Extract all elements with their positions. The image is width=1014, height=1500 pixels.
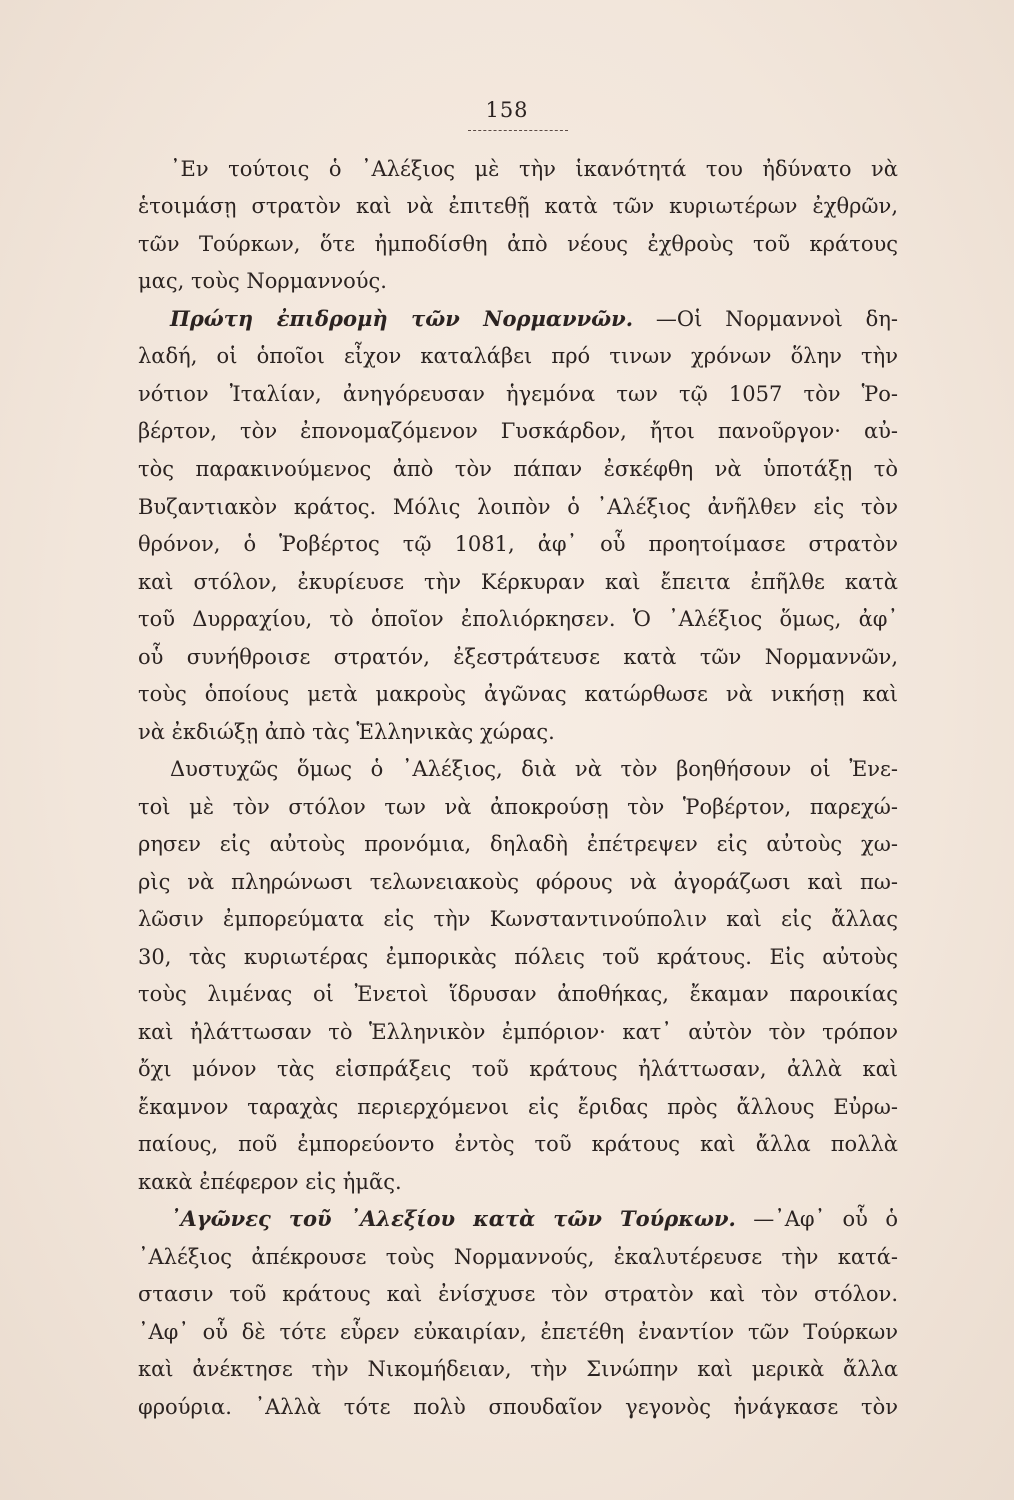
text-line: ρὶς νὰ πληρώνωσι τελωνειακοὺς φόρους νὰ ἀγοράζωσι καὶ πω- bbox=[138, 870, 898, 894]
text-line: βέρτον, τὸν ἐπονομαζόμενον Γυσκάρδον, ἤτοι πανοῦργον· αὐ- bbox=[138, 419, 898, 443]
text-line: λαδή, οἱ ὁποῖοι εἶχον καταλάβει πρό τινων χρόνων ὅλην τὴν bbox=[138, 344, 898, 368]
text-line: τοὺς λιμένας οἱ Ἐνετοὶ ἵδρυσαν ἀποθήκας, ἔκαμαν παροικίας bbox=[138, 982, 898, 1006]
text-line: ᾿Εν τούτοις ὁ ᾿Αλέξιος μὲ τὴν ἱκανότητά του ἠδύνατο νὰ bbox=[170, 157, 898, 181]
text-line bbox=[170, 1204, 898, 1234]
text-line: τοῦ Δυρραχίου, τὸ ὁποῖον ἐπολιόρκησεν. Ὁ ᾿Αλέξιος ὅμως, ἀφ᾿ bbox=[138, 607, 898, 631]
text-line: 30, τὰς κυριωτέρας ἐμπορικὰς πόλεις τοῦ κράτους. Εἰς αὐτοὺς bbox=[138, 945, 898, 969]
text-line bbox=[170, 304, 898, 334]
text-line: τῶν Τούρκων, ὅτε ἠμποδίσθη ἀπὸ νέους ἐχθροὺς τοῦ κράτους bbox=[138, 232, 898, 256]
text-line: κακὰ ἐπέφερον εἰς ἡμᾶς. bbox=[138, 1170, 402, 1194]
text-line: καὶ στόλον, ἐκυρίευσε τὴν Κέρκυραν καὶ ἔπειτα ἐπῆλθε κατὰ bbox=[138, 570, 898, 594]
text-line: νὰ ἐκδιώξῃ ἀπὸ τὰς Ἑλληνικὰς χώρας. bbox=[138, 720, 555, 744]
text-line: τοὺς ὁποίους μετὰ μακροὺς ἀγῶνας κατώρθωσε νὰ νικήσῃ καὶ bbox=[138, 682, 898, 706]
text-line: Δυστυχῶς ὅμως ὁ ᾿Αλέξιος, διὰ νὰ τὸν βοηθήσουν οἱ Ἐνε- bbox=[170, 757, 898, 781]
text-line: ἔκαμνον ταραχὰς περιερχόμενοι εἰς ἔριδας πρὸς ἄλλους Εὐρω- bbox=[138, 1095, 898, 1119]
text-line: ρησεν εἰς αὐτοὺς προνόμια, δηλαδὴ ἐπέτρεψεν εἰς αὐτοὺς χω- bbox=[138, 832, 898, 856]
page-number-rule bbox=[468, 130, 568, 131]
text-line: τὸς παρακινούμενος ἀπὸ τὸν πάπαν ἐσκέφθη νὰ ὑποτάξῃ τὸ bbox=[138, 457, 898, 481]
section-heading: ᾿Αγῶνες τοῦ ᾿Αλεξίου κατὰ τῶν Τούρκων. bbox=[170, 1206, 736, 1231]
text-run: —᾿Αφ᾿ οὗ ὁ bbox=[753, 1207, 898, 1231]
text-line: καὶ ἀνέκτησε τὴν Νικομήδειαν, τὴν Σινώπην καὶ μερικὰ ἄλλα bbox=[138, 1357, 898, 1381]
text-line: ἑτοιμάσῃ στρατὸν καὶ νὰ ἐπιτεθῇ κατὰ τῶν κυριωτέρων ἐχθρῶν, bbox=[138, 194, 898, 218]
text-line: Βυζαντιακὸν κράτος. Μόλις λοιπὸν ὁ ᾿Αλέξιος ἀνῆλθεν εἰς τὸν bbox=[138, 495, 898, 519]
text-line: στασιν τοῦ κράτους καὶ ἐνίσχυσε τὸν στρατὸν καὶ τὸν στόλον. bbox=[138, 1282, 898, 1306]
text-line: τοὶ μὲ τὸν στόλον των νὰ ἀποκρούσῃ τὸν Ῥοβέρτον, παρεχώ- bbox=[138, 795, 898, 819]
text-line: μας, τοὺς Νορμαννούς. bbox=[138, 269, 387, 293]
text-line: καὶ ἠλάττωσαν τὸ Ἑλληνικὸν ἐμπόριον· κατ᾿ αὐτὸν τὸν τρόπον bbox=[138, 1020, 898, 1044]
text-line: ᾿Αφ᾿ οὗ δὲ τότε εὗρεν εὐκαιρίαν, ἐπετέθη ἐναντίον τῶν Τούρκων bbox=[138, 1320, 898, 1344]
text-line: λῶσιν ἐμπορεύματα εἰς τὴν Κωνσταντινούπολιν καὶ εἰς ἄλλας bbox=[138, 907, 898, 931]
text-line: ὄχι μόνον τὰς εἰσπράξεις τοῦ κράτους ἠλάττωσαν, ἀλλὰ καὶ bbox=[138, 1057, 898, 1081]
text-line: φρούρια. ᾿Αλλὰ τότε πολὺ σπουδαῖον γεγονὸς ἠνάγκασε τὸν bbox=[138, 1395, 898, 1419]
text-line: οὗ συνήθροισε στρατόν, ἐξεστράτευσε κατὰ τῶν Νορμαννῶν, bbox=[138, 645, 898, 669]
text-line: ᾿Αλέξιος ἀπέκρουσε τοὺς Νορμαννούς, ἐκαλυτέρευσε τὴν κατά- bbox=[138, 1245, 898, 1269]
page-number: 158 bbox=[485, 98, 529, 122]
text-line: νότιον Ἰταλίαν, ἀνηγόρευσαν ἡγεμόνα των τῷ 1057 τὸν Ῥο- bbox=[138, 382, 898, 406]
text-line: παίους, ποῦ ἐμπορεύοντο ἐντὸς τοῦ κράτους καὶ ἄλλα πολλὰ bbox=[138, 1132, 898, 1156]
text-run: —Οἱ Νορμαννοὶ δη- bbox=[655, 307, 898, 331]
section-heading: Πρώτη ἐπιδρομὴ τῶν Νορμαννῶν. bbox=[170, 306, 634, 331]
text-line: θρόνον, ὁ Ῥοβέρτος τῷ 1081, ἀφ᾿ οὗ προητοίμασε στρατὸν bbox=[138, 532, 898, 556]
